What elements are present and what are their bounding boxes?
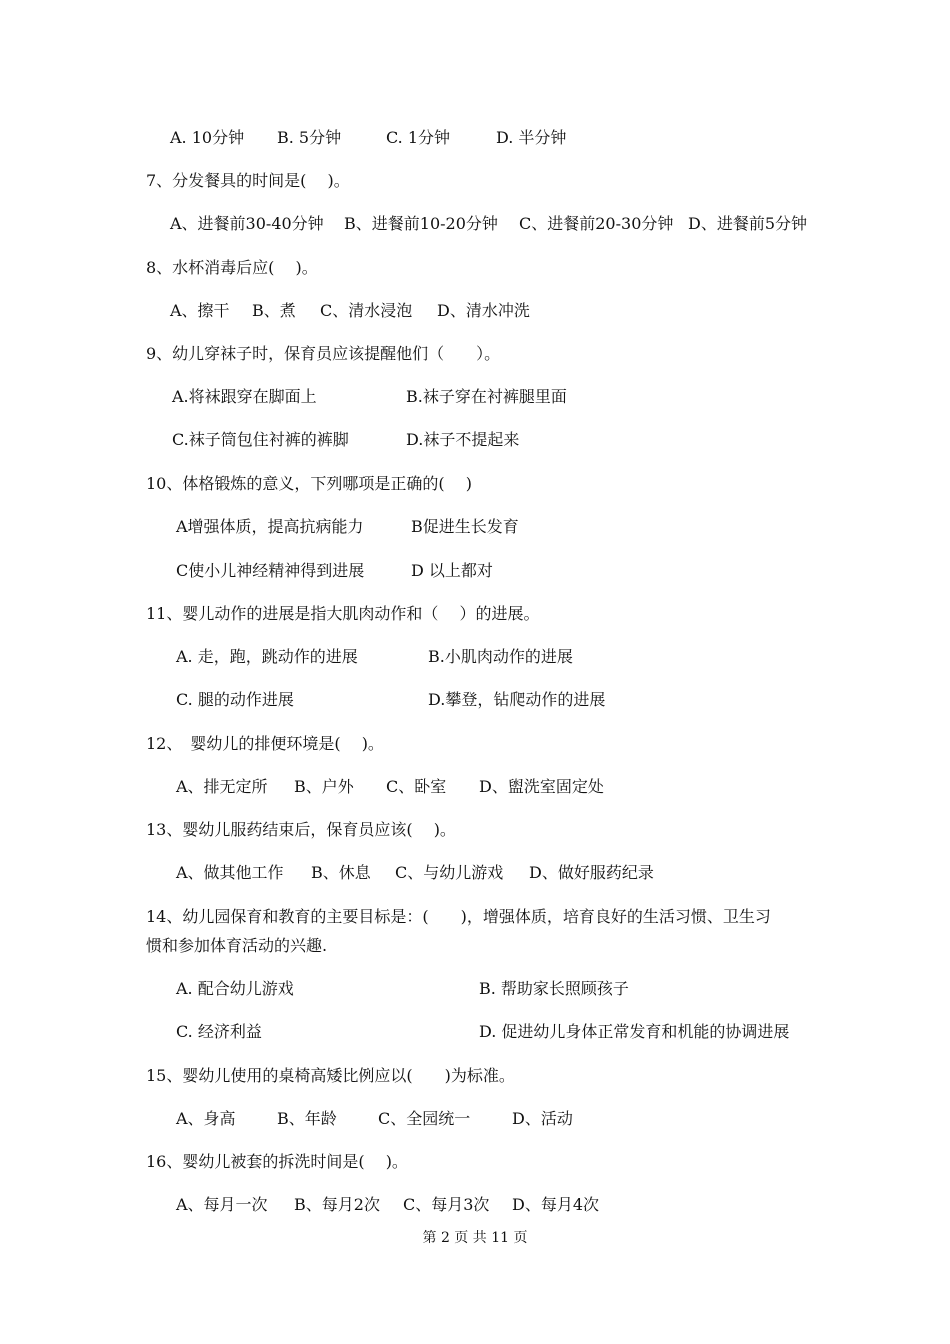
q7-option-b: B、进餐前10-20分钟: [344, 214, 498, 233]
q16-option-b: B、每月2次: [294, 1195, 380, 1214]
q10-option-b: B促进生长发育: [411, 517, 519, 536]
q14-question-line1: 14、幼儿园保育和教育的主要目标是：( )，增强体质，培育良好的生活习惯、卫生习: [146, 907, 771, 926]
q8-option-c: C、清水浸泡: [320, 301, 413, 320]
q9-option-b: B.袜子穿在衬裤腿里面: [406, 387, 567, 406]
q10-option-d: D 以上都对: [411, 561, 493, 580]
q11-option-b: B.小肌肉动作的进展: [428, 647, 573, 666]
q14-option-a: A. 配合幼儿游戏: [176, 979, 294, 998]
q16-option-c: C、每月3次: [403, 1195, 490, 1214]
q14-option-b: B. 帮助家长照顾孩子: [479, 979, 629, 998]
q7-option-a: A、进餐前30-40分钟: [170, 214, 324, 233]
q8-question: 8、水杯消毒后应( )。: [146, 258, 318, 277]
q9-option-a: A.将袜跟穿在脚面上: [172, 387, 317, 406]
q10-option-a: A增强体质，提高抗病能力: [176, 517, 364, 536]
q13-option-a: A、做其他工作: [176, 863, 284, 882]
q7-option-c: C、进餐前20-30分钟: [519, 214, 674, 233]
q13-option-b: B、休息: [311, 863, 371, 882]
q6-option-d: D. 半分钟: [496, 128, 567, 147]
q12-option-b: B、户外: [294, 777, 354, 796]
q8-option-a: A、擦干: [170, 301, 230, 320]
q7-question: 7、分发餐具的时间是( )。: [146, 171, 350, 190]
q13-option-d: D、做好服药纪录: [529, 863, 654, 882]
q11-option-d: D.攀登，钻爬动作的进展: [428, 690, 606, 709]
q16-option-a: A、每月一次: [176, 1195, 268, 1214]
q6-option-c: C. 1分钟: [386, 128, 451, 147]
q6-option-a: A. 10分钟: [170, 128, 245, 147]
page-footer: 第 2 页 共 11 页: [422, 1230, 528, 1246]
q12-option-c: C、卧室: [386, 777, 447, 796]
q9-option-c: C.袜子筒包住衬裤的裤脚: [172, 430, 349, 449]
q14-option-c: C. 经济利益: [176, 1022, 262, 1041]
q12-option-a: A、排无定所: [176, 777, 268, 796]
q11-option-a: A. 走，跑，跳动作的进展: [176, 647, 358, 666]
q15-option-c: C、全园统一: [378, 1109, 471, 1128]
q10-option-c: C使小儿神经精神得到进展: [176, 561, 365, 580]
q8-option-b: B、煮: [252, 301, 296, 320]
q16-question: 16、婴幼儿被套的拆洗时间是( )。: [146, 1152, 408, 1171]
q15-option-a: A、身高: [176, 1109, 236, 1128]
q11-question: 11、婴儿动作的进展是指大肌肉动作和（ ）的进展。: [146, 604, 540, 623]
q15-option-b: B、年龄: [277, 1109, 337, 1128]
q8-option-d: D、清水冲洗: [437, 301, 530, 320]
q15-question: 15、婴幼儿使用的桌椅高矮比例应以( )为标准。: [146, 1066, 515, 1085]
q15-option-d: D、活动: [512, 1109, 573, 1128]
q6-option-b: B. 5分钟: [277, 128, 342, 147]
q10-question: 10、体格锻炼的意义，下列哪项是正确的( ): [146, 474, 472, 493]
q12-question: 12、 婴幼儿的排便环境是( )。: [146, 734, 384, 753]
q14-question-line2: 惯和参加体育活动的兴趣.: [146, 936, 328, 955]
q9-option-d: D.袜子不提起来: [406, 430, 520, 449]
q12-option-d: D、盥洗室固定处: [479, 777, 604, 796]
q14-option-d: D. 促进幼儿身体正常发育和机能的协调进展: [479, 1022, 790, 1041]
q16-option-d: D、每月4次: [512, 1195, 600, 1214]
q9-question: 9、幼儿穿袜子时，保育员应该提醒他们（ ）。: [146, 344, 501, 363]
q13-option-c: C、与幼儿游戏: [395, 863, 504, 882]
q7-option-d: D、进餐前5分钟: [688, 214, 808, 233]
q11-option-c: C. 腿的动作进展: [176, 690, 294, 709]
q13-question: 13、婴幼儿服药结束后，保育员应该( )。: [146, 820, 456, 839]
